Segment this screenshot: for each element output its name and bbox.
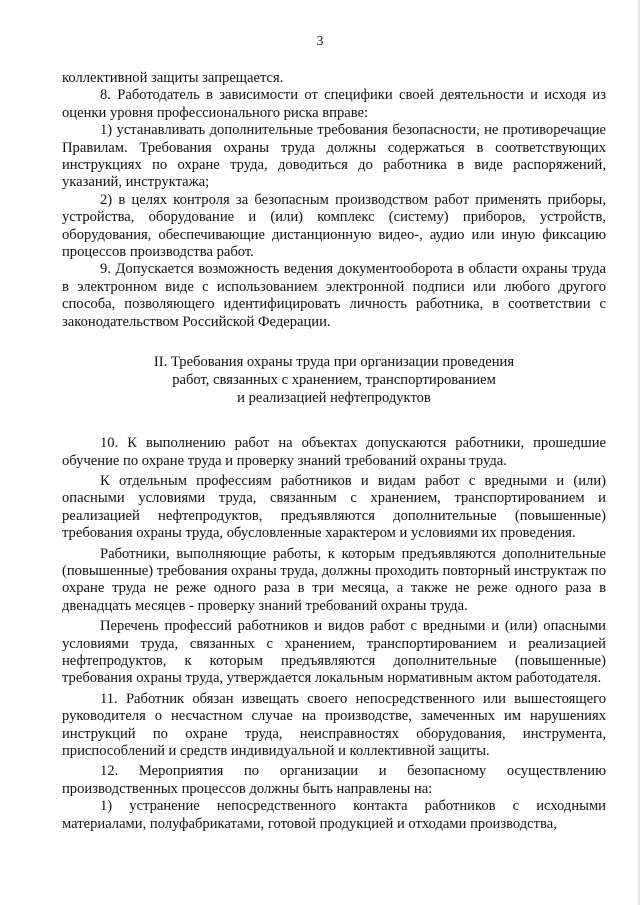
paragraph-item-8: 8. Работодатель в зависимости от специфики своей деятельности и исходя из оценки уровня профессионального риска вправе: <box>62 87 606 121</box>
paragraph-subitem-12-1: 1) устранение непосредственного контакта работников с исходными материалами, полуфабрикатами, готовой продукцией и отходами производства, <box>62 798 606 832</box>
paragraph-continuation: коллективной защиты запрещается. <box>62 70 284 86</box>
paragraph-professions: К отдельным профессиям работников и видам работ с вредными и (или) опасными условиями труда, связанным с хранением, транспортированием и реализацией нефтепродуктов, предъявляются дополнительные (повышенные) требования охраны труда, обусловленные характером и условиями их проведения. <box>62 472 606 542</box>
paragraph-item-10: 10. К выполнению работ на объектах допускаются работники, прошедшие обучение по охране труда и проверку знаний требований охраны труда. <box>62 435 606 469</box>
document-body <box>62 70 606 833</box>
paragraph-list: Перечень профессий работников и видов работ с вредными и (или) опасными условиями труда, связанных с хранением, транспортированием и реализацией нефтепродуктов, к которым предъявляются дополнительные (повышенные) требования охраны труда, утверждается локальным нормативным актом работодателя. <box>62 618 606 687</box>
section-heading-line: работ, связанных с хранением, транспортированием <box>172 372 496 389</box>
section-heading-line: и реализацией нефтепродуктов <box>237 390 431 407</box>
paragraph-subitem-8-2: 2) в целях контроля за безопасным производством работ применять приборы, устройства, оборудование и (или) комплекс (систему) приборов, устройств, оборудования, обеспечивающие дистанционную видео-, аудио или иную фиксацию процессов производства работ. <box>62 191 606 261</box>
page-number: 3 <box>316 34 324 49</box>
paragraph-subitem-8-1: 1) устанавливать дополнительные требования безопасности, не противоречащие Правилам. Требования охраны труда должны содержаться в соответствующих инструкциях по охране труда, доводиться до работника в виде распоряжений, указаний, инструктажа; <box>62 122 606 191</box>
paragraph-item-9: 9. Допускается возможность ведения документооборота в области охраны труда в электронном виде с использованием электронной подписи или любого другого способа, позволяющего идентифицировать личность работника, в соответствии с законодательством Российской Федерации. <box>62 261 606 330</box>
section-heading <box>62 353 606 407</box>
section-heading-line: II. Требования охраны труда при организации проведения <box>153 354 515 371</box>
paragraph-workers: Работники, выполняющие работы, к которым предъявляются дополнительные (повышенные) требования охраны труда, должны проходить повторный инструктаж по охране труда не реже одного раза в три месяца, а также не реже одного раза в двенадцать месяцев - проверку знаний требований охраны труда. <box>62 545 606 614</box>
paragraph-item-12: 12. Мероприятия по организации и безопасному осуществлению производственных процессов должны быть направлены на: <box>62 763 606 797</box>
paragraph-item-11: 11. Работник обязан извещать своего непосредственного или вышестоящего руководителя о несчастном случае на производстве, замеченных им нарушениях инструкций по охране труда, неисправностях оборудования, инструмента, приспособлений и средств индивидуальной и коллективной защиты. <box>62 690 606 759</box>
